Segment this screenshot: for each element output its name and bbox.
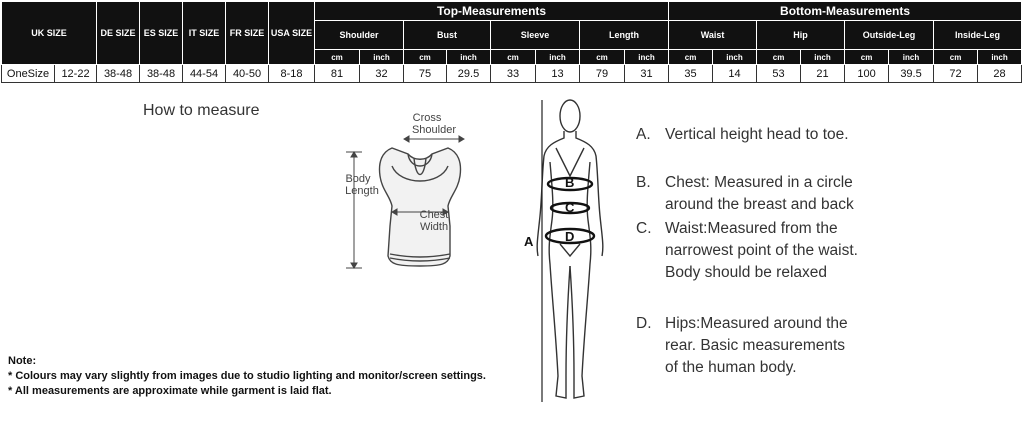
body-label-d: D — [565, 229, 575, 244]
note-block — [8, 354, 486, 399]
instruction-line: around the breast and back — [665, 196, 854, 213]
table-cell: 29.5 — [447, 65, 491, 83]
instruction-line: Chest: Measured in a circle — [665, 174, 853, 191]
table-cell: 21 — [801, 65, 845, 83]
table-cell: 40-50 — [226, 65, 269, 83]
body-label-c: C — [565, 200, 575, 215]
header-waist: Waist — [669, 21, 757, 50]
unit-header-cm: cm — [580, 50, 625, 65]
instruction-letter: B. — [636, 174, 651, 191]
table-cell: 39.5 — [889, 65, 934, 83]
body-label-a: A — [524, 234, 534, 249]
header-length: Length — [580, 21, 669, 50]
table-cell: 12-22 — [55, 65, 97, 83]
unit-header-inch: inch — [625, 50, 669, 65]
how-to-measure-heading: How to measure — [143, 102, 260, 119]
table-cell: 79 — [580, 65, 625, 83]
body-length-label-1: Body — [345, 173, 371, 185]
table-cell: 33 — [491, 65, 536, 83]
header-usa-size: USA SIZE — [269, 2, 315, 65]
header-inside-leg: Inside-Leg — [934, 21, 1022, 50]
table-cell: 32 — [360, 65, 404, 83]
header-bottom-measurements: Bottom-Measurements — [669, 2, 1022, 21]
instruction-line: Hips:Measured around the — [665, 315, 848, 332]
instruction-line: Vertical height head to toe. — [665, 126, 849, 143]
table-cell: 72 — [934, 65, 978, 83]
unit-header-cm: cm — [315, 50, 360, 65]
unit-header-inch: inch — [360, 50, 404, 65]
table-cell: 13 — [536, 65, 580, 83]
unit-header-inch: inch — [889, 50, 934, 65]
table-cell: 14 — [713, 65, 757, 83]
header-fr-size: FR SIZE — [226, 2, 269, 65]
table-cell: 38-48 — [97, 65, 140, 83]
note-line: * All measurements are approximate while garment is laid flat. — [8, 385, 332, 397]
cross-shoulder-label-2: Shoulder — [411, 124, 457, 136]
header-shoulder: Shoulder — [315, 21, 404, 50]
garment-diagram — [330, 106, 490, 276]
body-label-b: B — [565, 175, 575, 190]
unit-header-cm: cm — [757, 50, 801, 65]
header-it-size: IT SIZE — [183, 2, 226, 65]
table-cell: 75 — [404, 65, 447, 83]
header-outside-leg: Outside-Leg — [845, 21, 934, 50]
header-hip: Hip — [757, 21, 845, 50]
header-sleeve: Sleeve — [491, 21, 580, 50]
table-cell: 35 — [669, 65, 713, 83]
instruction-line: of the human body. — [665, 359, 797, 376]
header-uk-size: UK SIZE — [2, 2, 97, 65]
header-bust: Bust — [404, 21, 491, 50]
header-top-measurements: Top-Measurements — [315, 2, 669, 21]
body-length-label-2: Length — [345, 185, 379, 197]
instruction-line: rear. Basic measurements — [665, 337, 846, 354]
unit-header-inch: inch — [713, 50, 757, 65]
size-chart-table — [1, 1, 1022, 83]
header-de-size: DE SIZE — [97, 2, 140, 65]
note-title: Note: — [8, 355, 37, 367]
table-cell: 53 — [757, 65, 801, 83]
unit-header-inch: inch — [801, 50, 845, 65]
table-cell: 28 — [978, 65, 1022, 83]
body-diagram — [520, 96, 610, 410]
cross-shoulder-label-1: Cross — [412, 112, 442, 124]
instruction-letter: D. — [636, 315, 652, 332]
header-es-size: ES SIZE — [140, 2, 183, 65]
unit-header-cm: cm — [669, 50, 713, 65]
unit-header-cm: cm — [404, 50, 447, 65]
table-cell: 100 — [845, 65, 889, 83]
table-cell: 8-18 — [269, 65, 315, 83]
chest-width-label-2: Width — [419, 221, 449, 233]
instruction-line: narrowest point of the waist. — [665, 242, 858, 259]
unit-header-cm: cm — [934, 50, 978, 65]
instruction-line: Body should be relaxed — [665, 264, 828, 281]
table-row — [2, 65, 1022, 83]
size-label-cell: OneSize — [2, 65, 55, 83]
table-cell: 44-54 — [183, 65, 226, 83]
unit-header-cm: cm — [845, 50, 889, 65]
instruction-letter: C. — [636, 220, 652, 237]
unit-header-inch: inch — [978, 50, 1022, 65]
unit-header-inch: inch — [536, 50, 580, 65]
table-cell: 31 — [625, 65, 669, 83]
note-line: * Colours may vary slightly from images due to studio lighting and monitor/screen settings. — [8, 370, 486, 382]
table-cell: 81 — [315, 65, 360, 83]
instruction-line: Waist:Measured from the — [665, 220, 838, 237]
chest-width-label-1: Chest — [419, 209, 449, 221]
instruction-letter: A. — [636, 126, 651, 143]
unit-header-cm: cm — [491, 50, 536, 65]
unit-header-inch: inch — [447, 50, 491, 65]
table-cell: 38-48 — [140, 65, 183, 83]
